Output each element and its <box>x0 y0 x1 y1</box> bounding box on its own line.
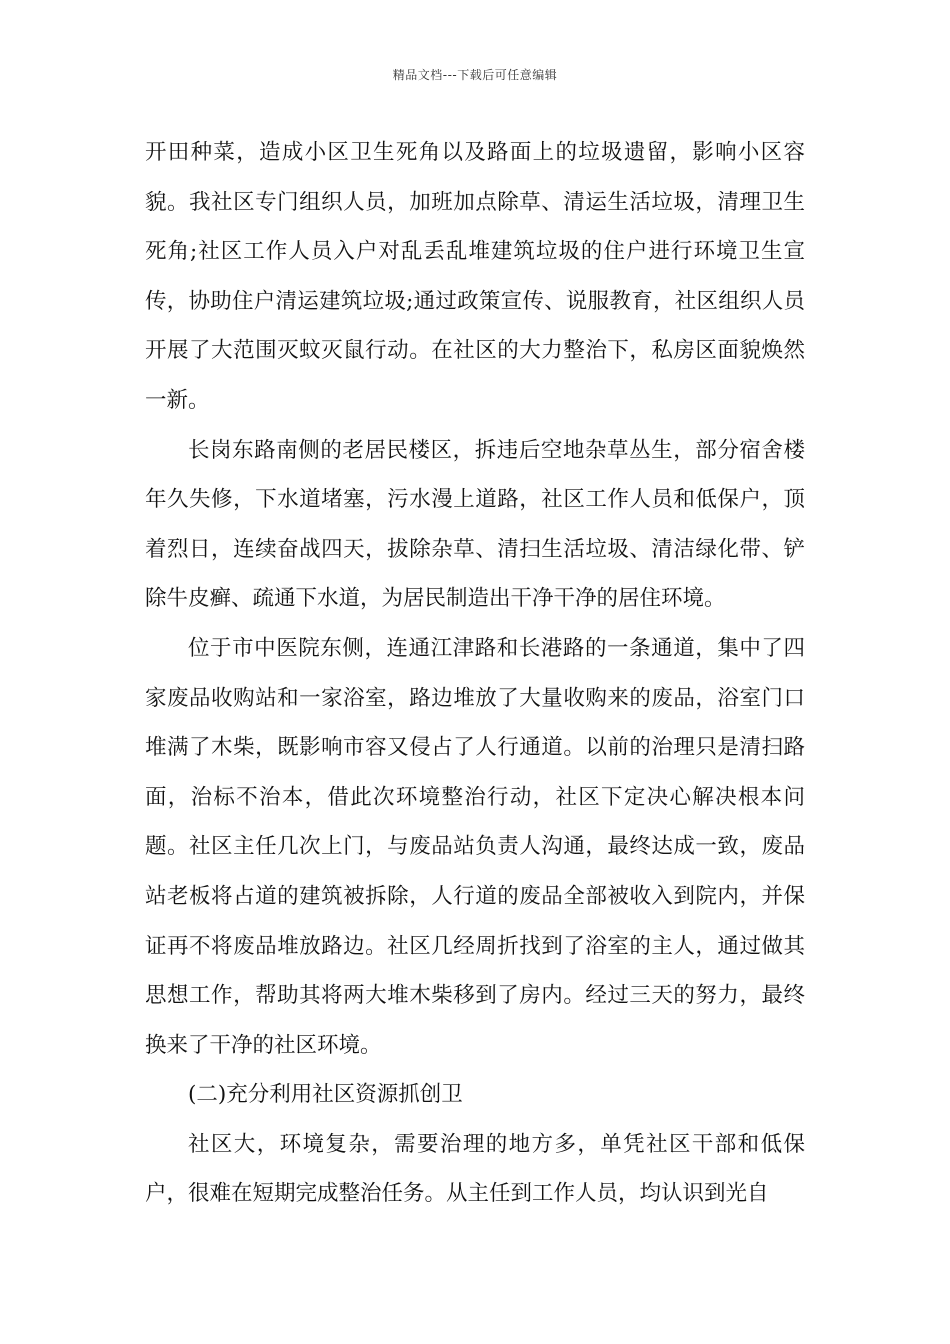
paragraph-2: 长岗东路南侧的老居民楼区，拆违后空地杂草丛生，部分宿舍楼年久失修，下水道堵塞，污水漫上道路，社区工作人员和低保户，顶着烈日，连续奋战四天，拔除杂草、清扫生活垃圾、清洁绿化带、铲除牛皮癣、疏通下水道，为居民制造出干净干净的居住环境。 <box>145 437 805 612</box>
paragraph-4: 社区大，环境复杂，需要治理的地方多，单凭社区干部和低保户，很难在短期完成整治任务。从主任到工作人员，均认识到光自 <box>145 1131 805 1207</box>
paragraph-3: 位于市中医院东侧，连通江津路和长港路的一条通道，集中了四家废品收购站和一家浴室，路边堆放了大量收购来的废品，浴室门口堆满了木柴，既影响市容又侵占了人行通道。以前的治理只是清扫路面，治标不治本，借此次环境整治行动，社区下定决心解决根本问题。社区主任几次上门，与废品站负责人沟通，最终达成一致，废品站老板将占道的建筑被拆除，人行道的废品全部被收入到院内，并保证再不将废品堆放路边。社区几经周折找到了浴室的主人，通过做其思想工作，帮助其将两大堆木柴移到了房内。经过三天的努力，最终换来了干净的社区环境。 <box>145 635 805 1058</box>
document-body <box>145 128 805 1219</box>
page-header: 精品文档---下载后可任意编辑 <box>392 68 558 82</box>
paragraph-1: 开田种菜，造成小区卫生死角以及路面上的垃圾遗留，影响小区容貌。我社区专门组织人员，加班加点除草、清运生活垃圾，清理卫生死角;社区工作人员入户对乱丢乱堆建筑垃圾的住户进行环境卫生宣传，协助住户清运建筑垃圾;通过政策宣传、说服教育，社区组织人员开展了大范围灭蚊灭鼠行动。在社区的大力整治下，私房区面貌焕然一新。 <box>145 140 805 413</box>
section-heading: (二)充分利用社区资源抓创卫 <box>188 1082 463 1108</box>
